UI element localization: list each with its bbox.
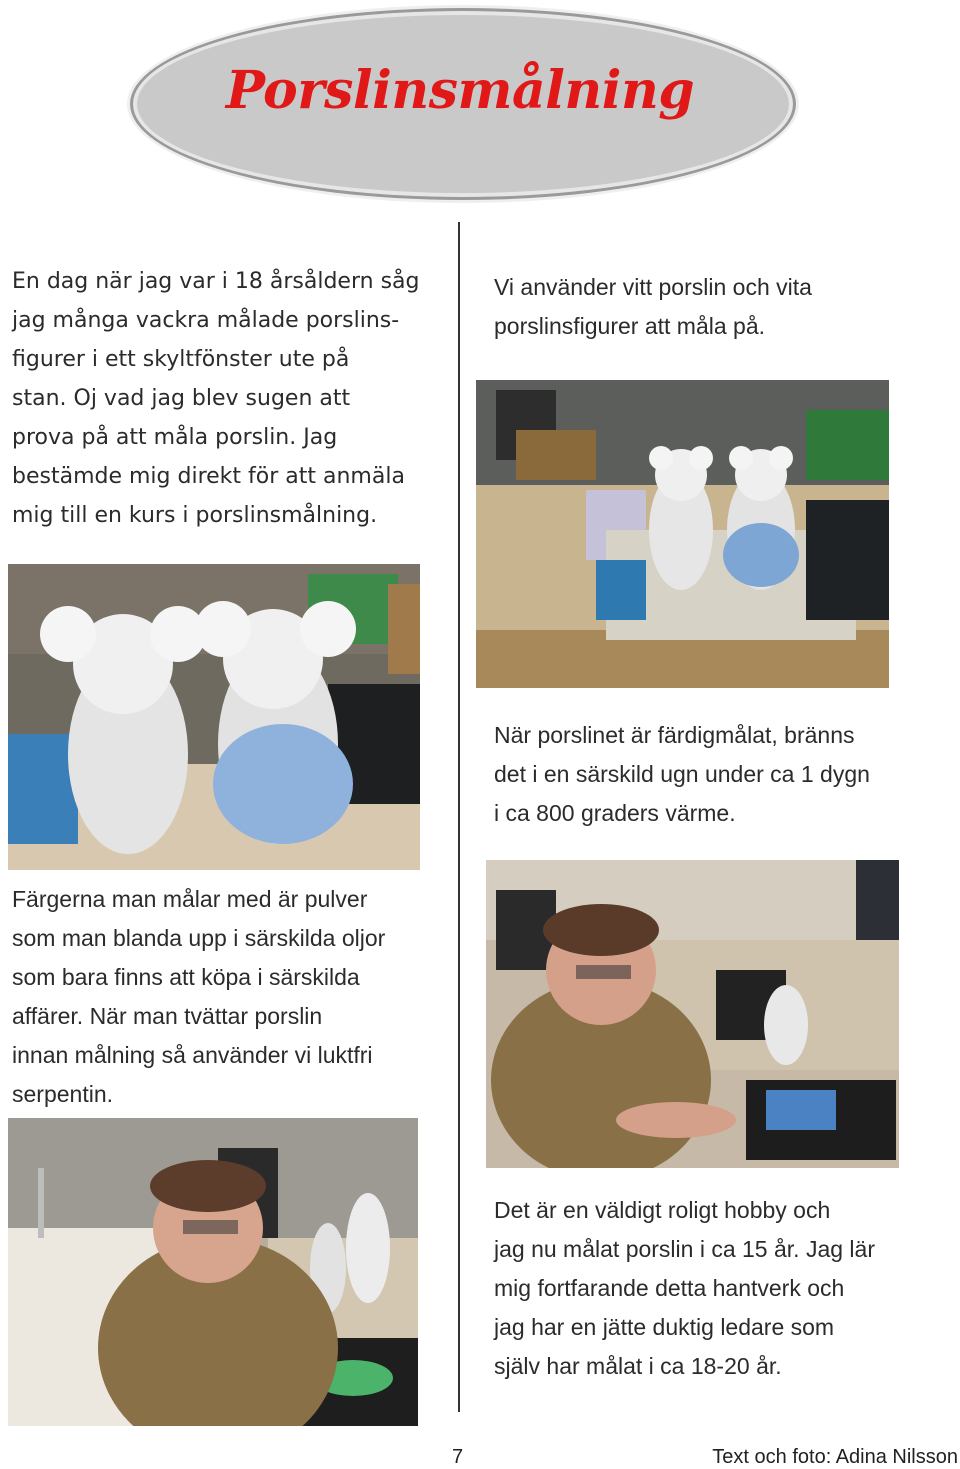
firing-paragraph: När porslinet är färdigmålat, bränns det i en särskild ugn under ca 1 dygn i ca 800 graders värme. [494,722,870,826]
photo-woman-painting-table [486,860,899,1168]
column-divider [458,222,460,1412]
page-number: 7 [452,1446,464,1468]
hobby-paragraph: Det är en väldigt roligt hobby och jag nu målat porslin i ca 15 år. Jag lär mig fortfarande detta hantverk och jag har en jätte duktig ledare som själv har målat i ca 18-20 år. [494,1197,875,1379]
porcelain-paragraph: Vi använder vitt porslin och vita porslinsfigurer att måla på. [494,274,812,339]
colors-paragraph: Färgerna man målar med är pulver som man blanda upp i särskilda oljor som bara finns att köpa i särskilda affärer. När man tvättar porslin innan målning så använder vi luktfri serpentin. [12,886,386,1107]
intro-paragraph: En dag när jag var i 18 årsåldern såg jag många vackra målade porslins- figurer i ett skyltfönster ute på stan. Oj vad jag blev sugen att prova på att måla porslin. Jag bestämde mig direkt för att anmäla mig till en kurs i porslinsmålning. [12,269,420,528]
photo-mice-closeup [8,564,420,870]
page-title: Porslinsmålning [225,60,695,121]
photo-credit: Text och foto: Adina Nilsson [712,1446,958,1468]
photo-woman-seated-painting [8,1118,418,1426]
photo-mice-figurines-table [476,380,889,688]
